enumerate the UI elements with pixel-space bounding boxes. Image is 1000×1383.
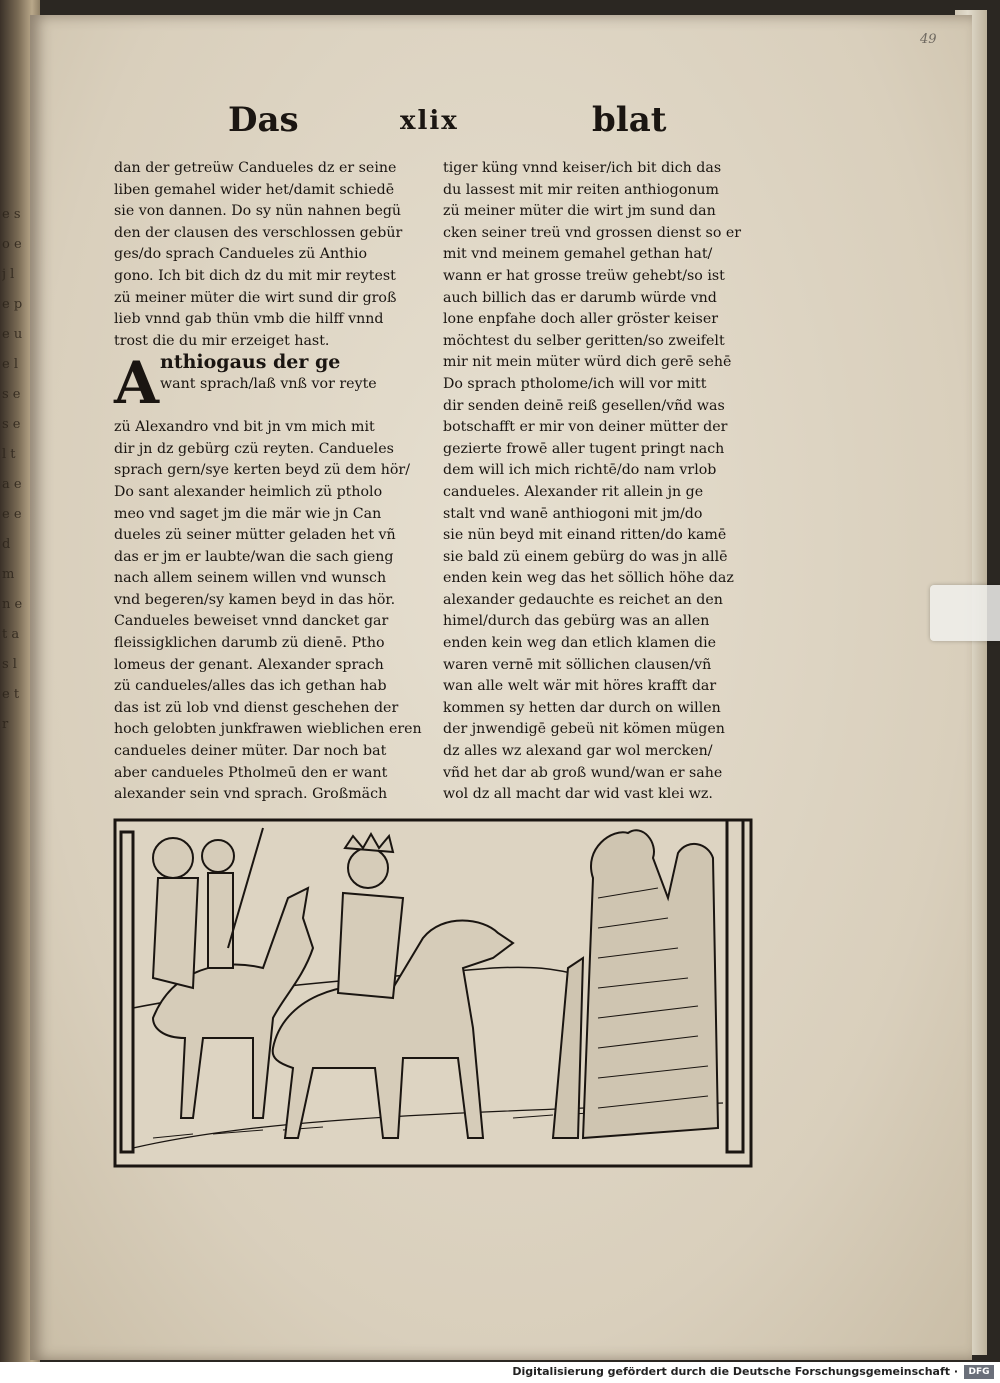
text-line: liben gemahel wider het/damit schiedē — [114, 181, 395, 198]
text-line: ges/do sprach Candueles zü Anthio — [114, 246, 368, 263]
header-word-left: Das — [228, 100, 299, 140]
text-line: nthiogaus der ge — [160, 352, 341, 374]
text-line: alexander sein vnd sprach. Großmäch — [114, 786, 388, 803]
left-text-column — [114, 158, 432, 806]
text-line: want sprach/laß vnß vor reyte — [160, 375, 377, 392]
text-line: Do sant alexander heimlich zü ptholo — [114, 483, 383, 500]
text-line: hoch gelobten junkfrawen wieblichen eren — [114, 721, 422, 738]
header-page-number: xlix — [400, 106, 459, 136]
text-line: Do sprach ptholome/ich will vor mitt — [443, 375, 707, 392]
text-line: lomeus der genant. Alexander sprach — [114, 656, 384, 673]
text-line: dz alles wz alexand gar wol mercken/ — [443, 743, 713, 760]
text-line: gono. Ich bit dich dz du mit mir reytest — [114, 267, 396, 284]
adjacent-page-edge: e s o e j l e p e u e l s e s e l t a e e e d m n e t a s l e t r — [2, 207, 23, 732]
text-line: zü candueles/alles das ich gethan hab — [114, 678, 387, 695]
text-line: Candueles beweiset vnnd dancket gar — [114, 613, 389, 630]
text-line: candueles deiner müter. Dar noch bat — [114, 743, 387, 760]
text-line: wann er hat grosse treüw gehebt/so ist — [443, 267, 725, 284]
text-line: trost die du mir erzeiget hast. — [114, 332, 330, 349]
funding-note: Digitalisierung gefördert durch die Deutsche Forschungsgemeinschaft · — [512, 1365, 958, 1378]
right-text-column — [443, 158, 761, 806]
text-line: cken seiner treü vnd grossen dienst so er — [443, 224, 742, 241]
text-line: sprach gern/sye kerten beyd zü dem hör/ — [114, 462, 410, 479]
text-line: sie bald zü einem gebürg do was jn allē — [443, 548, 728, 565]
text-line: nach allem seinem willen vnd wunsch — [114, 570, 387, 587]
text-line: das er jm er laubte/wan die sach gieng — [114, 548, 394, 565]
text-line: kommen sy hetten dar durch on willen — [443, 699, 721, 716]
text-line: mir nit mein müter würd dich gerē sehē — [443, 354, 732, 371]
text-line: enden kein weg dan etlich klamen die — [443, 635, 717, 652]
decorated-initial: A — [114, 349, 160, 418]
text-line: botschafft er mir von deiner mütter der — [443, 419, 728, 436]
page-marker-tab — [930, 585, 1000, 641]
text-line: aber candueles Ptholmeū den er want — [114, 764, 388, 781]
text-line: zü Alexandro vnd bit jn vm mich mit — [114, 419, 375, 436]
text-line: dem will ich mich richtē/do nam vrlob — [443, 462, 717, 479]
footer-bar — [0, 1362, 1000, 1383]
text-line: dueles zü seiner mütter geladen het vñ — [114, 527, 396, 544]
text-line: zü meiner müter die wirt sund dir groß — [114, 289, 397, 306]
text-line: lone enpfahe doch aller gröster keiser — [443, 311, 718, 328]
text-line: auch billich das er darumb würde vnd — [443, 289, 717, 306]
text-line: enden kein weg das het söllich höhe daz — [443, 570, 734, 587]
text-line: du lassest mit mir reiten anthiogonum — [443, 181, 719, 198]
text-line: möchtest du selber geritten/so zweifelt — [443, 332, 725, 349]
text-line: mit vnd meinem gemahel gethan hat/ — [443, 246, 713, 263]
text-line: wan alle welt wär mit höres krafft dar — [443, 678, 717, 695]
text-line: tiger küng vnnd keiser/ich bit dich das — [443, 160, 722, 176]
text-line: sie von dannen. Do sy nün nahnen begü — [114, 203, 402, 220]
text-line: vnd begeren/sy kamen beyd in das hör. — [114, 591, 396, 608]
dfg-logo: DFG — [964, 1365, 994, 1379]
text-line: der jnwendigē gebeü nit kömen mügen — [443, 721, 725, 738]
woodcut-illustration — [113, 818, 753, 1168]
text-line: den der clausen des verschlossen gebür — [114, 224, 403, 241]
text-line: dan der getreüw Candueles dz er seine — [114, 160, 397, 176]
header-word-right: blat — [592, 100, 667, 140]
running-header — [220, 100, 667, 140]
text-line: fleissigklichen darumb zü dienē. Ptho — [114, 635, 385, 652]
text-line: lieb vnnd gab thün vmb die hilff vnnd — [114, 311, 384, 328]
text-line: gezierte frowē aller tugent pringt nach — [443, 440, 725, 457]
text-line: candueles. Alexander rit allein jn ge — [443, 483, 704, 500]
text-line: sie nün beyd mit einand ritten/do kamē — [443, 527, 727, 544]
text-line: himel/durch das gebürg was an allen — [443, 613, 710, 630]
text-line: dir jn dz gebürg czü reyten. Candueles — [114, 440, 394, 457]
text-line: waren vernē mit söllichen clausen/vñ — [443, 656, 712, 673]
text-line: alexander gedauchte es reichet an den — [443, 591, 723, 608]
text-line: stalt vnd wanē anthiogoni mit jm/do — [443, 505, 703, 522]
text-line: meo vnd saget jm die mär wie jn Can — [114, 505, 382, 522]
text-line: vñd het dar ab groß wund/wan er sahe — [443, 764, 723, 781]
text-line: zü meiner müter die wirt jm sund dan — [443, 203, 716, 220]
woodcut-drawing — [113, 818, 753, 1168]
chapter-opening — [114, 349, 432, 418]
text-line: dir senden deinē reiß gesellen/vñd was — [443, 397, 725, 414]
text-line: wol dz all macht dar wid vast klei wz. — [443, 786, 713, 803]
text-line: das ist zü lob vnd dienst geschehen der — [114, 699, 399, 716]
folio-number: 49 — [920, 32, 937, 47]
